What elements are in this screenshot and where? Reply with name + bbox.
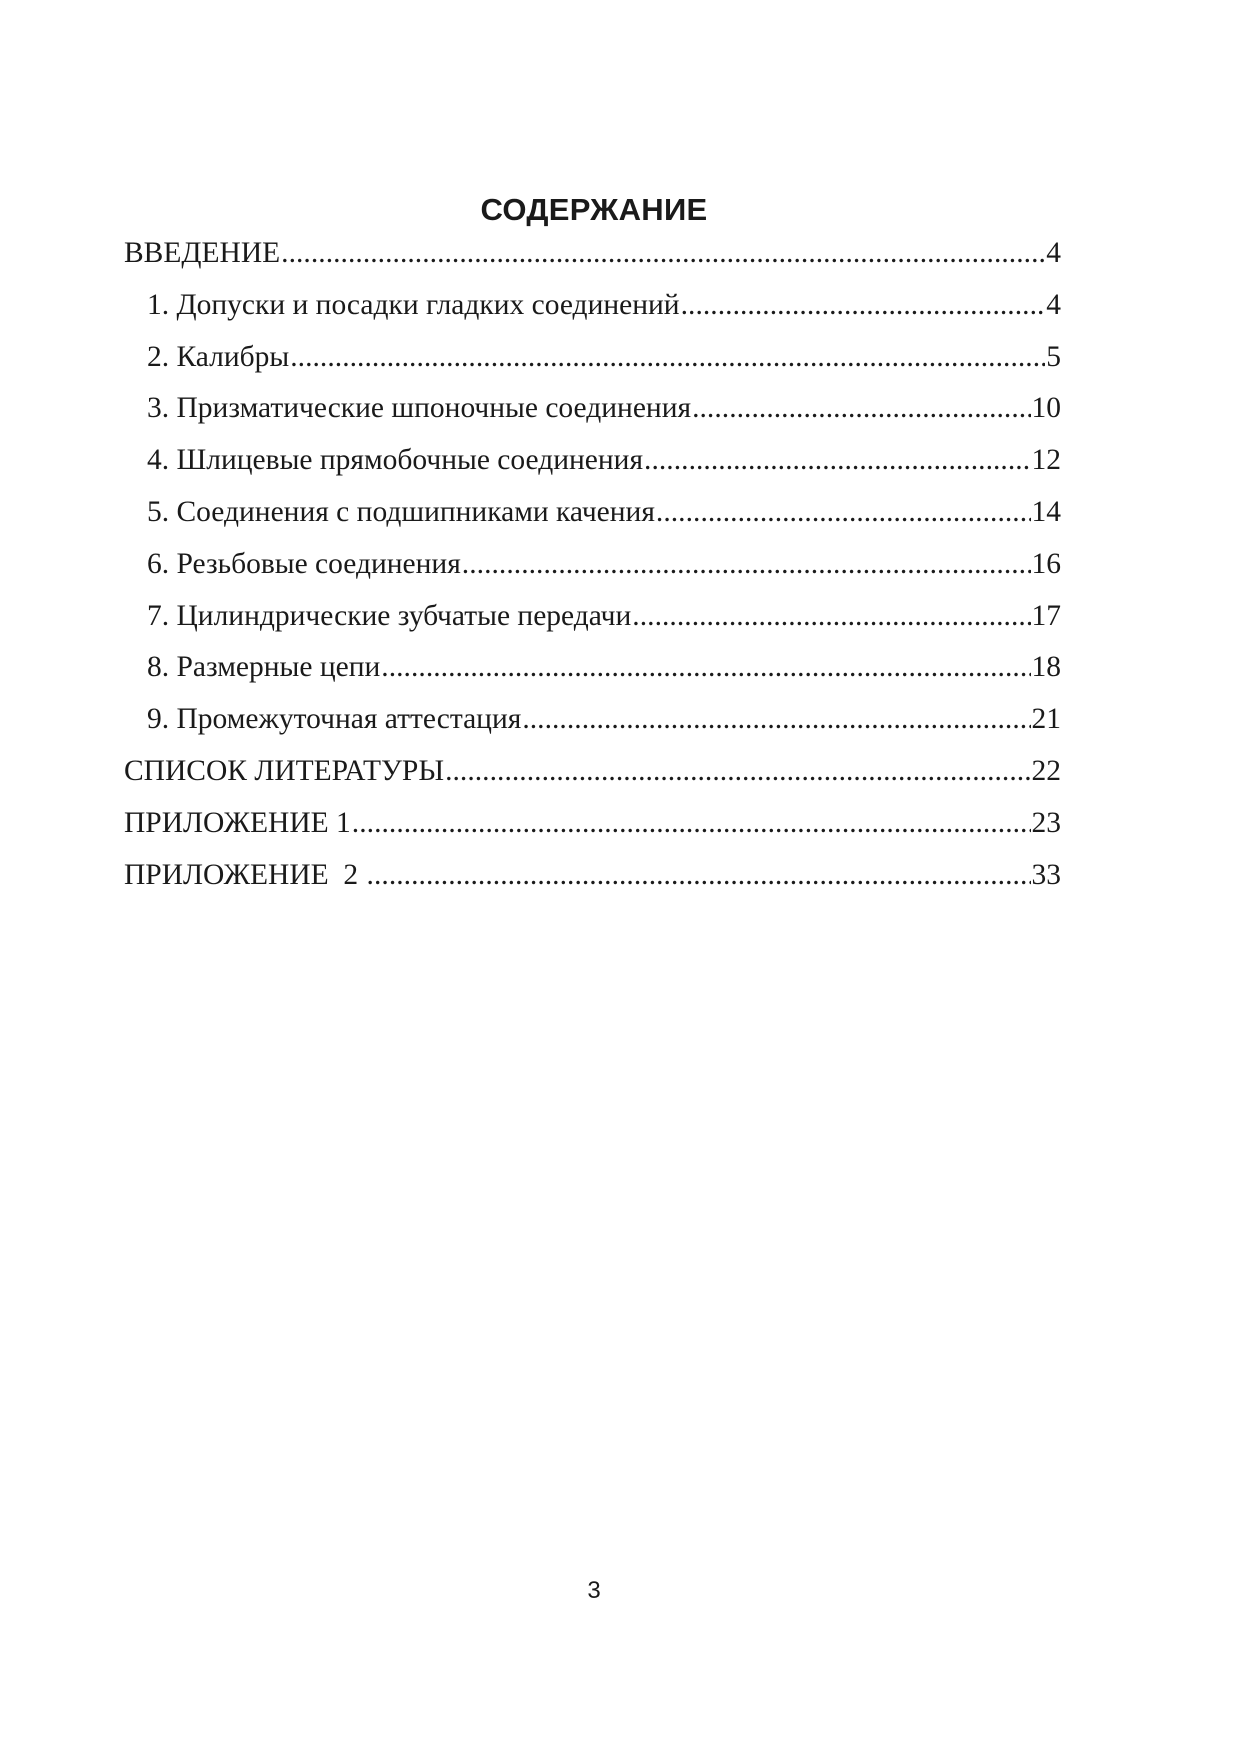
toc-entry-section-3[interactable]: [124, 386, 1061, 438]
toc-entry-section-4[interactable]: [124, 438, 1061, 490]
dot-leader: [644, 438, 1030, 482]
toc-entry-section-1[interactable]: [124, 283, 1061, 335]
dot-leader: [692, 386, 1030, 430]
toc-entry-page: 16: [1031, 547, 1061, 580]
toc-entry-page: 17: [1031, 599, 1061, 632]
toc-entry-page: 4: [1046, 288, 1061, 321]
toc-entry-appendix-1[interactable]: [124, 801, 1061, 853]
toc-entry-page: 4: [1046, 237, 1061, 269]
toc-entry-label: ВВЕДЕНИЕ: [124, 237, 281, 269]
toc-entry-references[interactable]: [124, 749, 1061, 801]
toc-entry-section-7[interactable]: [124, 594, 1061, 646]
toc-entry-section-2[interactable]: [124, 335, 1061, 387]
toc-entry-page: 33: [1031, 858, 1061, 891]
toc-entry-page: 5: [1046, 340, 1061, 373]
toc-entry-appendix-2[interactable]: [124, 853, 1061, 905]
toc-entry-label: 3. Призматические шпоночные соединения: [147, 392, 692, 425]
toc-entry-label: ПРИЛОЖЕНИЕ 2: [124, 858, 366, 891]
toc-entry-page: 21: [1031, 703, 1061, 736]
toc-entry-label: 2. Калибры: [147, 340, 290, 373]
toc-title: СОДЕРЖАНИЕ: [480, 192, 708, 227]
toc-entry-introduction[interactable]: [124, 231, 1061, 283]
toc-entry-label: 8. Размерные цепи: [147, 651, 381, 684]
toc-entry-label: 4. Шлицевые прямобочные соединения: [147, 444, 644, 477]
toc-entry-section-8[interactable]: [124, 645, 1061, 697]
dot-leader: [656, 490, 1031, 534]
toc-entry-label: 6. Резьбовые соединения: [147, 547, 461, 580]
dot-leader: [281, 231, 1045, 275]
toc-entry-page: 14: [1031, 495, 1061, 528]
dot-leader: [462, 542, 1031, 586]
page-number: 3: [587, 1577, 601, 1604]
toc-entry-label: ПРИЛОЖЕНИЕ 1: [124, 806, 351, 839]
toc-entry-label: СПИСОК ЛИТЕРАТУРЫ: [124, 754, 445, 787]
toc-entry-section-9[interactable]: [124, 697, 1061, 749]
toc-entry-label: 9. Промежуточная аттестация: [147, 703, 522, 736]
toc-entry-page: 10: [1031, 392, 1061, 425]
dot-leader: [632, 594, 1030, 638]
toc-entry-page: 22: [1031, 754, 1061, 787]
dot-leader: [290, 335, 1045, 379]
dot-leader: [352, 801, 1031, 845]
toc-entry-label: 1. Допуски и посадки гладких соединений: [147, 288, 680, 321]
toc-entry-section-5[interactable]: [124, 490, 1061, 542]
toc-entry-section-6[interactable]: [124, 542, 1061, 594]
toc-entry-label: 7. Цилиндрические зубчатые передачи: [147, 599, 632, 632]
dot-leader: [381, 645, 1030, 689]
toc-entry-page: 18: [1031, 651, 1061, 684]
dot-leader: [522, 697, 1030, 741]
toc-entry-page: 12: [1031, 444, 1061, 477]
table-of-contents: [124, 231, 1061, 904]
dot-leader: [681, 283, 1046, 327]
dot-leader: [367, 853, 1031, 897]
toc-entry-label: 5. Соединения с подшипниками качения: [147, 495, 655, 528]
dot-leader: [445, 749, 1030, 793]
toc-entry-page: 23: [1031, 806, 1061, 839]
